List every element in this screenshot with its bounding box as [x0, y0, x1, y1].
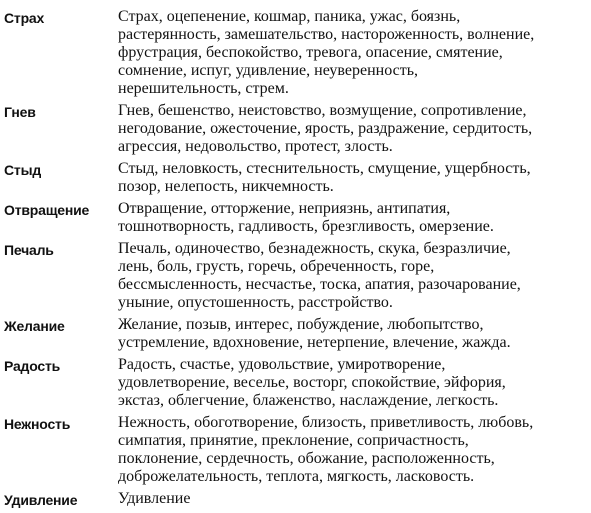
- emotion-synonyms: [118, 490, 587, 508]
- synonyms-line: экстаз, облегчение, блаженство, наслаждение, легкость.: [118, 392, 499, 409]
- synonyms-line: агрессия, недовольство, протест, злость.: [118, 138, 393, 155]
- synonyms-line: поклонение, сердечность, обожание, расположенность,: [118, 450, 495, 467]
- synonyms-line: Отвращение, отторжение, неприязнь, антипатия,: [118, 200, 451, 217]
- synonyms-line: Гнев, бешенство, неистовство, возмущение, сопротивление,: [118, 102, 527, 119]
- table-row: [4, 356, 587, 410]
- synonyms-line: уныние, опустошенность, расстройство.: [118, 294, 393, 311]
- synonyms-line: позор, нелепость, никчемность.: [118, 178, 334, 195]
- emotion-synonyms: [118, 8, 587, 98]
- table-row: [4, 240, 587, 312]
- synonyms-line: доброжелательность, теплота, мягкость, ласковость.: [118, 468, 475, 485]
- table-row: [4, 414, 587, 486]
- emotion-term: Нежность: [4, 416, 71, 432]
- table-row: [4, 200, 587, 236]
- synonyms-line: Удивление: [118, 490, 191, 507]
- synonyms-line: бессмысленность, несчастье, тоска, апатия, разочарование,: [118, 276, 521, 293]
- emotion-synonyms: [118, 102, 587, 156]
- synonyms-line: нерешительность, стрем.: [118, 80, 289, 97]
- emotion-synonyms: [118, 316, 587, 352]
- synonyms-line: негодование, ожесточение, ярость, раздражение, сердитость,: [118, 120, 533, 137]
- synonyms-line: сомнение, испуг, удивление, неуверенность,: [118, 62, 418, 79]
- emotion-synonyms: [118, 356, 587, 410]
- synonyms-line: Стыд, неловкость, стеснительность, смущение, ущербность,: [118, 160, 531, 177]
- emotion-table: [4, 8, 587, 513]
- synonyms-line: Страх, оцепенение, кошмар, паника, ужас, боязнь,: [118, 8, 461, 25]
- table-row: [4, 102, 587, 156]
- synonyms-line: устремление, вдохновение, нетерпение, влечение, жажда.: [118, 334, 511, 351]
- synonyms-line: Желание, позыв, интерес, побуждение, любопытство,: [118, 316, 484, 333]
- table-row: [4, 316, 587, 352]
- synonyms-line: Радость, счастье, удовольствие, умиротворение,: [118, 356, 446, 373]
- emotion-term: Печаль: [4, 242, 54, 258]
- table-row: [4, 490, 587, 509]
- emotion-term: Гнев: [4, 104, 36, 120]
- emotion-synonyms: [118, 160, 587, 196]
- synonyms-line: фрустрация, беспокойство, тревога, опасение, смятение,: [118, 44, 503, 61]
- synonyms-line: лень, боль, грусть, горечь, обреченность, горе,: [118, 258, 435, 275]
- emotion-synonyms: [118, 414, 587, 486]
- synonyms-line: удовлетворение, веселье, восторг, спокойствие, эйфория,: [118, 374, 506, 391]
- emotion-term: Стыд: [4, 162, 42, 178]
- emotion-synonyms: [118, 200, 587, 236]
- emotion-term: Удивление: [4, 492, 78, 508]
- synonyms-line: Печаль, одиночество, безнадежность, скука, безразличие,: [118, 240, 511, 257]
- table-row: [4, 160, 587, 196]
- emotion-term: Отвращение: [4, 202, 90, 218]
- synonyms-line: симпатия, принятие, преклонение, сопричастность,: [118, 432, 469, 449]
- synonyms-line: Нежность, обоготворение, близость, приветливость, любовь,: [118, 414, 534, 431]
- table-row: [4, 8, 587, 98]
- emotion-term: Страх: [4, 10, 45, 26]
- synonyms-line: тошнотворность, гадливость, брезгливость, омерзение.: [118, 218, 494, 235]
- emotion-synonyms: [118, 240, 587, 312]
- synonyms-line: растерянность, замешательство, настороженность, волнение,: [118, 26, 535, 43]
- emotion-term: Желание: [4, 318, 65, 334]
- emotion-term: Радость: [4, 358, 61, 374]
